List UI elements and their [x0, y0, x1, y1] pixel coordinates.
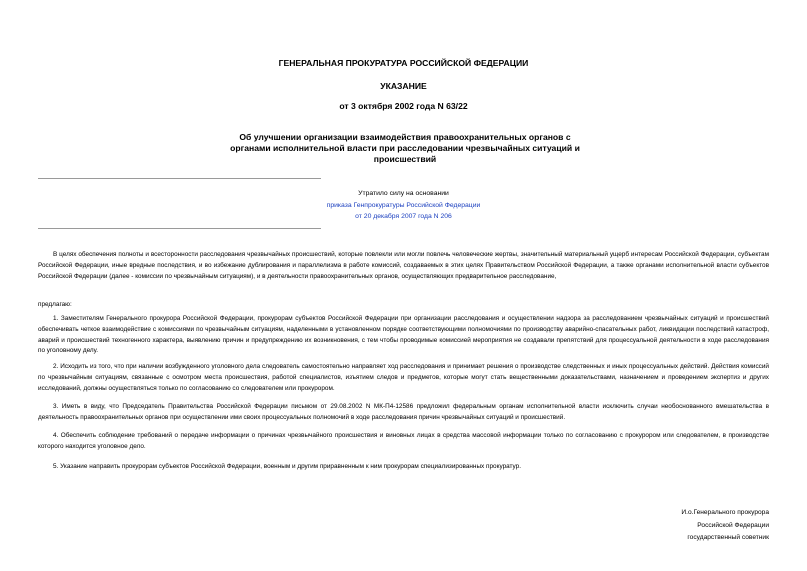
divider-top [38, 178, 321, 179]
status-note-line1: Утратило силу на основании [358, 190, 449, 197]
repeal-order-link[interactable]: приказа Генпрокуратуры Российской Федерации [326, 202, 481, 209]
item-5: 5. Указание направить прокурорам субъектов Российской Федерации, военным и другим приравненным к ним прокурорам специализированных прокуратур. [53, 463, 521, 470]
proposal-word: предлагаю: [38, 301, 72, 308]
item-2: 2. Исходить из того, что при наличии возбужденного уголовного дела следователь самостоятельно направляет ход расследования и принимает решения о производстве следственных и иных процессуальных действий. Действия комиссий по чрезвычайным ситуациям, связанные с осмотром места происшествия, работой специалистов, изъятием следов и предметов, которые могут стать вещественными доказательствами, назначением и проведением экспертиз и других исследований, должны осуществляться только по согласованию со следователем или прокурором. [38, 363, 769, 392]
item-1: 1. Заместителям Генерального прокурора Российской Федерации, прокурорам субъектов Российской Федерации при организации расследования и осуществлении надзора за расследованием чрезвычайных ситуаций и происшествий обеспечивать четкое взаимодействие с комиссиями по чрезвычайным ситуациям, наделенными в установленном порядке соответствующими полномочиями по производству аварийно-спасательных работ, ликвидации последствий катастроф, аварий и происшествий техногенного характера, выявлению причин и предупреждению их возникновения, с тем чтобы проводимые комиссией мероприятия не создавали препятствий для процессуальной деятельности в ходе расследования по уголовному делу. [38, 315, 769, 355]
divider-bottom [38, 228, 321, 229]
status-note-link[interactable] [0, 200, 807, 211]
intro-paragraph: В целях обеспечения полноты и всесторонности расследования чрезвычайных происшествий, которые повлекли или могли повлечь человеческие жертвы, значительный материальный ущерб интересам Российской Федерации, субъектам Российской Федерации, иные вредные последствия, и во избежание дублирования и параллелизма в работе комиссий, создаваемых в этих целях Правительством Российской Федерации, а также органами исполнительной власти субъектов Российской Федерации (далее - комиссии по чрезвычайным ситуациям), и в деятельности правоохранительных органов, осуществляющих предварительное расследование, [38, 251, 769, 280]
status-note-date[interactable] [0, 211, 807, 222]
signature-block [569, 507, 769, 545]
signature-line2: Российской Федерации [697, 521, 769, 529]
item-4: 4. Обеспечить соблюдение требований о передаче информации о причинах чрезвычайного происшествия и виновных лицах в средства массовой информации только по согласованию с прокурором или следователем, в производстве которого находится уголовное дело. [38, 432, 769, 450]
agency-heading: ГЕНЕРАЛЬНАЯ ПРОКУРАТУРА РОССИЙСКОЙ ФЕДЕРАЦИИ [278, 58, 529, 68]
document-type: УКАЗАНИЕ [380, 81, 427, 91]
repeal-order-date-link[interactable]: от 20 декабря 2007 года N 206 [355, 213, 452, 220]
item-3: 3. Иметь в виду, что Председатель Правительства Российской Федерации письмом от 29.08.2002 N МК-П4-12586 предложил федеральным органам исполнительной власти исключить случаи необоснованного вмешательства в деятельность правоохранительных органов при осуществлении ими своих процессуальных полномочий в ходе расследования причин чрезвычайных ситуаций и происшествий. [38, 403, 769, 421]
signature-line3: государственный советник [687, 534, 769, 541]
document-date-number: от 3 октября 2002 года N 63/22 [339, 101, 468, 111]
signature-line1: И.о.Генерального прокурора [681, 509, 769, 516]
document-title: Об улучшении организации взаимодействия правоохранительных органов с органами исполнительной власти при расследовании чрезвычайных ситуаций и происшествий [230, 132, 580, 164]
